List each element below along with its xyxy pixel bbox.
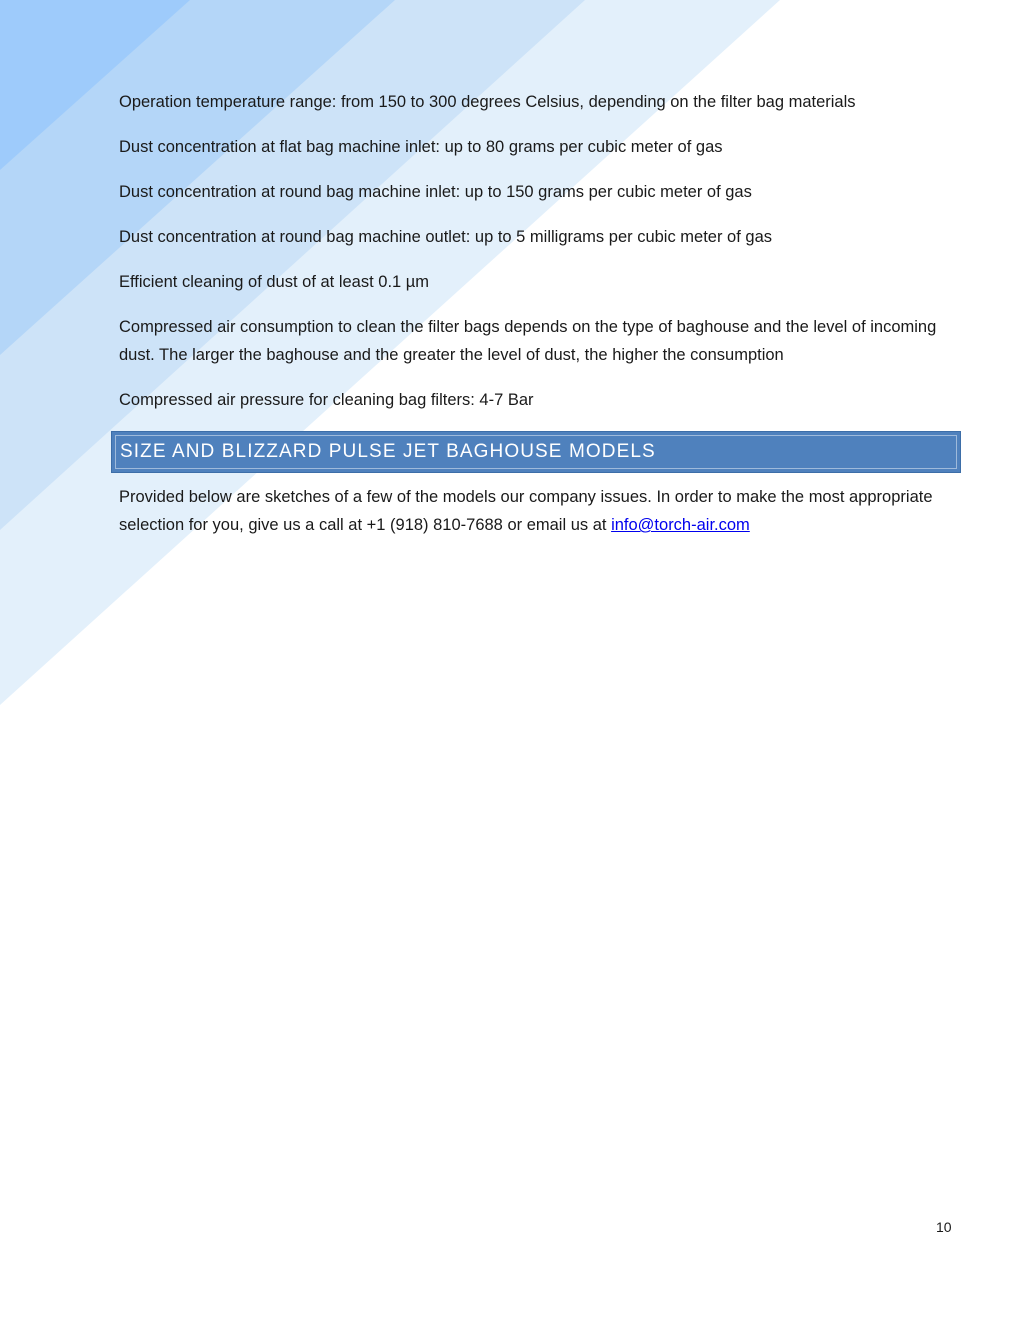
spec-round-bag-inlet-dust: Dust concentration at round bag machine inlet: up to 150 grams per cubic meter of gas bbox=[119, 183, 752, 201]
page-number: 10 bbox=[936, 1219, 952, 1235]
spec-compressed-air-pressure: Compressed air pressure for cleaning bag filters: 4-7 Bar bbox=[119, 391, 534, 409]
page-content bbox=[119, 88, 961, 539]
section-heading-bar bbox=[111, 431, 961, 473]
section-intro-text: Provided below are sketches of a few of the models our company issues. In order to make the most appropriate selection for you, give us a call at +1 (918) 810-7688 or email us at bbox=[119, 488, 933, 534]
section-intro-paragraph bbox=[119, 483, 961, 539]
spec-cleaning-efficiency: Efficient cleaning of dust of at least 0.1 µm bbox=[119, 273, 430, 291]
spec-round-bag-outlet-dust: Dust concentration at round bag machine outlet: up to 5 milligrams per cubic meter of gas bbox=[119, 228, 773, 246]
spec-flat-bag-inlet-dust: Dust concentration at flat bag machine inlet: up to 80 grams per cubic meter of gas bbox=[119, 138, 723, 156]
email-link[interactable]: info@torch-air.com bbox=[611, 516, 750, 534]
spec-operation-temperature: Operation temperature range: from 150 to 300 degrees Celsius, depending on the filter bag materials bbox=[119, 93, 856, 111]
section-heading: SIZE AND BLIZZARD PULSE JET BAGHOUSE MODELS bbox=[120, 441, 656, 462]
spec-compressed-air-consumption: Compressed air consumption to clean the filter bags depends on the type of baghouse and the level of incoming dust. The larger the baghouse and the greater the level of dust, the higher the consumption bbox=[119, 318, 937, 364]
